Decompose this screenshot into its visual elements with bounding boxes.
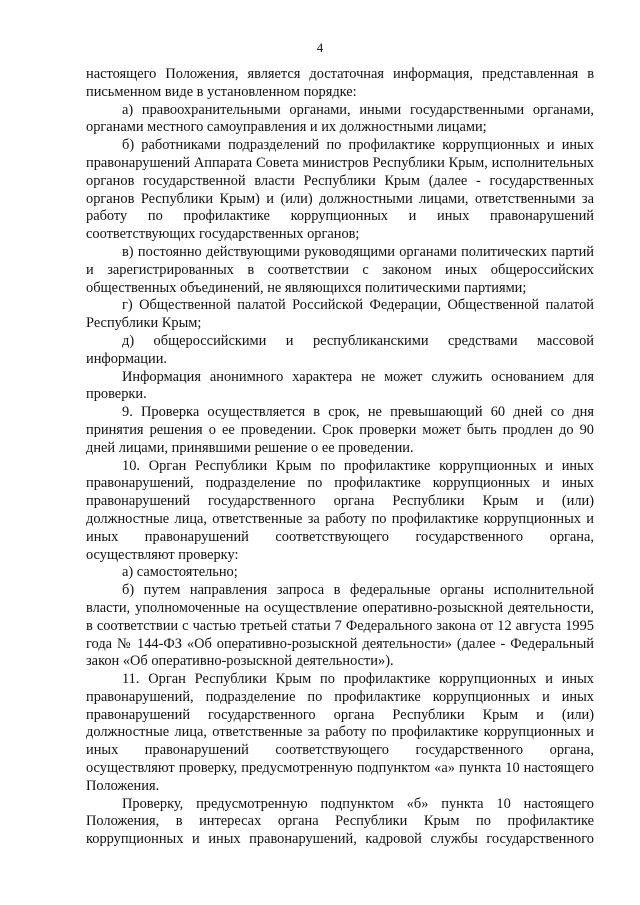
document-body bbox=[86, 66, 594, 849]
list-item-v: в) постоянно действующими руководящими органами политических партий и зарегистрированных в соответствии с законом иных общероссийских общественных объединений, не являющихся политическими партиями; bbox=[86, 243, 594, 296]
clause-9: 9. Проверка осуществляется в срок, не превышающий 60 дней со дня принятия решения о ее проведении. Срок проверки может быть продлен до 90 дней лицами, принявшими решение о ее проведении. bbox=[86, 404, 594, 456]
list-item-g: г) Общественной палатой Российской Федерации, Общественной палатой Республики Крым; bbox=[86, 297, 594, 332]
list-item-d: д) общероссийскими и республиканскими средствами массовой информации. bbox=[86, 332, 594, 367]
clause-10-item-a: а) самостоятельно; bbox=[122, 564, 238, 581]
paragraph-check-b: Проверку, предусмотренную подпунктом «б» пункта 10 настоящего Положения, в интересах органа Республики Крым по профилактике коррупционных и иных правонарушений, кадровой службы государственного bbox=[86, 795, 594, 848]
list-item-b: б) работниками подразделений по профилактике коррупционных и иных правонарушений Аппарата Совета министров Республики Крым, исполнительных органов государственной власти Республики Крым (далее - государственных органов Республики Крым) и (или) должностными лицами, ответственными за работу по профилактике коррупционных и иных правонарушений соответствующих государственных органов; bbox=[86, 137, 594, 243]
paragraph-continuation: настоящего Положения, является достаточная информация, представленная в письменном виде в установленном порядке: bbox=[86, 66, 594, 100]
page-number: 4 bbox=[316, 40, 324, 55]
clause-10-item-b: б) путем направления запроса в федеральные органы исполнительной власти, уполномоченные на осуществление оперативно-розыскной деятельности, в соответствии с частью третьей статьи 7 Федерального закона от 12 августа 1995 года № 144-ФЗ «Об оперативно-розыскной деятельности» (далее - Федеральный закон «Об оперативно-розыскной деятельности»). bbox=[86, 582, 594, 670]
paragraph-anonymous-info: Информация анонимного характера не может служить основанием для проверки. bbox=[86, 368, 594, 403]
clause-10: 10. Орган Республики Крым по профилактике коррупционных и иных правонарушений, подразделение по профилактике коррупционных и иных правонарушений государственного органа Республики Крым и (или) должностные лица, ответственные за работу по профилактике коррупционных и иных правонарушений соответствующего государственного органа, осуществляют проверку: bbox=[86, 457, 594, 563]
clause-11: 11. Орган Республики Крым по профилактике коррупционных и иных правонарушений, подразделение по профилактике коррупционных и иных правонарушений государственного органа Республики Крым и (или) должностные лица, ответственные за работу по профилактике коррупционных и иных правонарушений соответствующего государственного органа, осуществляют проверку, предусмотренную подпунктом «а» пункта 10 настоящего Положения. bbox=[86, 671, 594, 794]
list-item-a: а) правоохранительными органами, иными государственными органами, органами местного самоуправления и их должностными лицами; bbox=[86, 101, 594, 136]
